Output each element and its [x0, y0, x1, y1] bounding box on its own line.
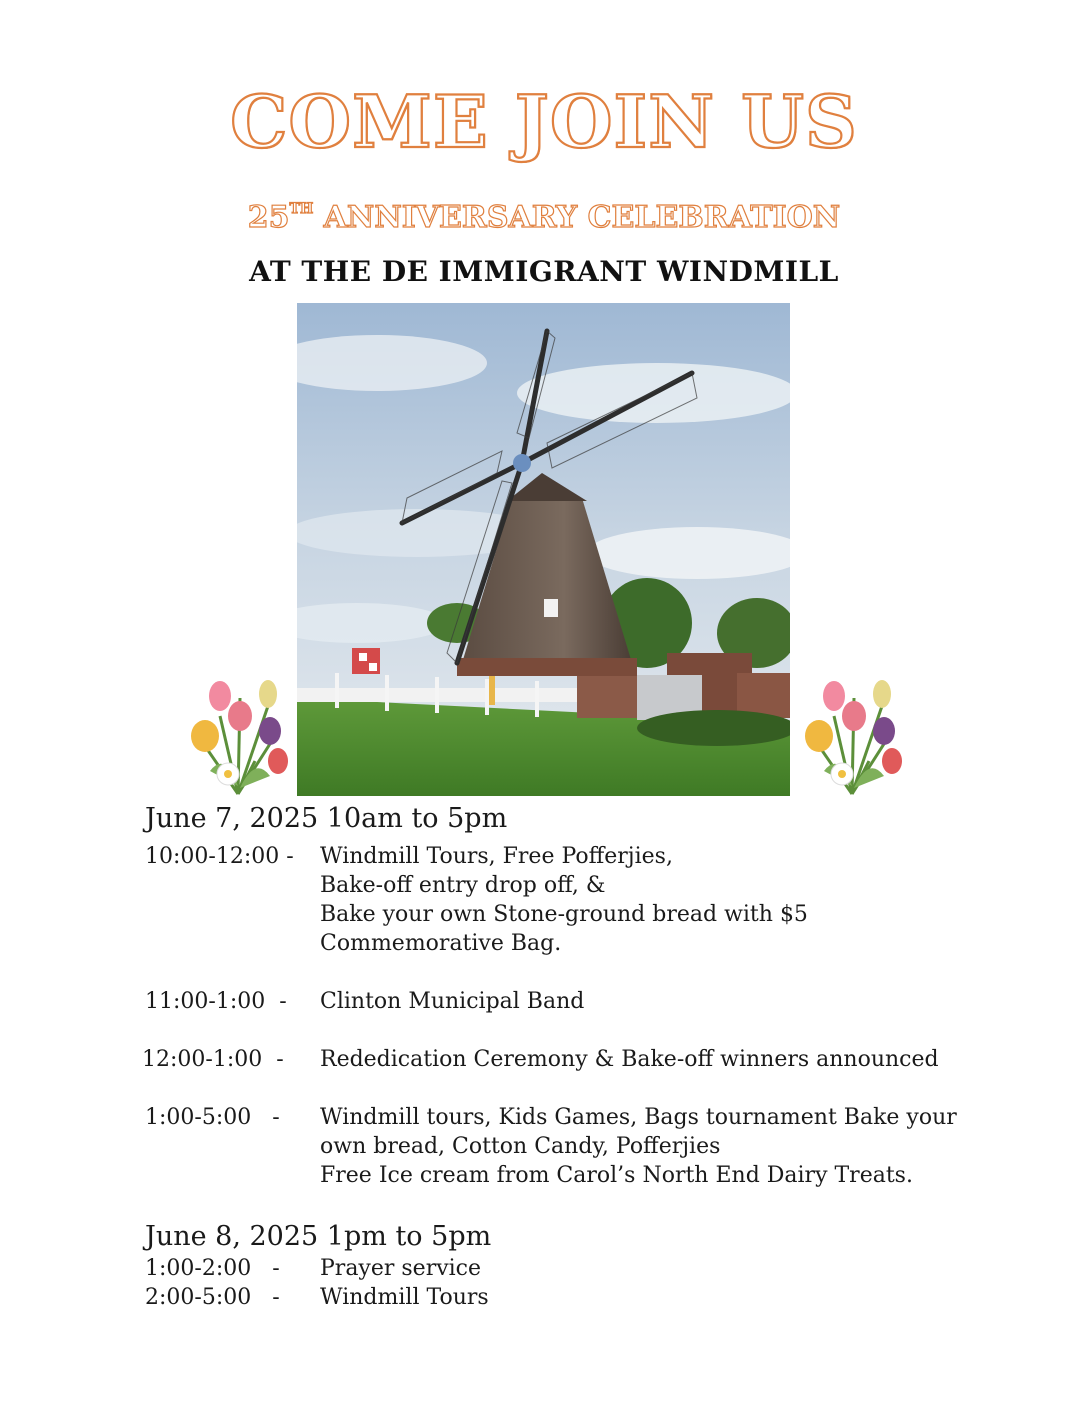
- anniversary-ordinal-suffix: TH: [289, 201, 314, 217]
- schedule-time: 1:00-5:00 -: [145, 1105, 280, 1130]
- schedule-description: [320, 842, 1060, 958]
- schedule-line: Windmill Tours: [320, 1285, 489, 1310]
- schedule-time: 12:00-1:00 -: [142, 1047, 284, 1072]
- anniversary-text: ANNIVERSARY CELEBRATION: [313, 200, 841, 235]
- schedule-line: Prayer service: [320, 1256, 482, 1281]
- schedule-time: 2:00-5:00 -: [145, 1285, 280, 1310]
- schedule-line: Rededication Ceremony & Bake-off winners announced: [320, 1047, 939, 1072]
- windmill-photo: [297, 303, 790, 796]
- schedule-description: [320, 1283, 1060, 1312]
- schedule-line: Commemorative Bag.: [320, 931, 562, 956]
- tulip-bouquet-icon: [794, 676, 910, 796]
- page-title: COME JOIN US: [230, 79, 858, 164]
- tulip-bouquet-icon: [180, 676, 296, 796]
- schedule-time: 11:00-1:00 -: [145, 989, 287, 1014]
- day2-heading: June 8, 2025 1pm to 5pm: [145, 1221, 492, 1252]
- schedule-line: Windmill Tours, Free Pofferjies,: [320, 844, 673, 869]
- schedule-line: Windmill tours, Kids Games, Bags tournament Bake your: [320, 1105, 957, 1130]
- schedule-time: 10:00-12:00 -: [145, 844, 294, 869]
- schedule-line: Bake-off entry drop off, &: [320, 873, 606, 898]
- anniversary-number: 25: [247, 200, 290, 235]
- schedule-line: own bread, Cotton Candy, Pofferjies: [320, 1134, 721, 1159]
- schedule-description: [320, 1103, 1060, 1190]
- schedule-line: Free Ice cream from Carol’s North End Dairy Treats.: [320, 1163, 913, 1188]
- location-subtitle: AT THE DE IMMIGRANT WINDMILL: [249, 255, 839, 288]
- schedule-line: Clinton Municipal Band: [320, 989, 585, 1014]
- anniversary-subtitle: [0, 202, 1088, 233]
- schedule-time: 1:00-2:00 -: [145, 1256, 280, 1281]
- schedule-description: [320, 987, 1060, 1016]
- schedule-description: [320, 1045, 1060, 1074]
- schedule-description: [320, 1254, 1060, 1283]
- schedule-line: Bake your own Stone-ground bread with $5: [320, 902, 808, 927]
- day1-heading: June 7, 2025 10am to 5pm: [145, 803, 508, 834]
